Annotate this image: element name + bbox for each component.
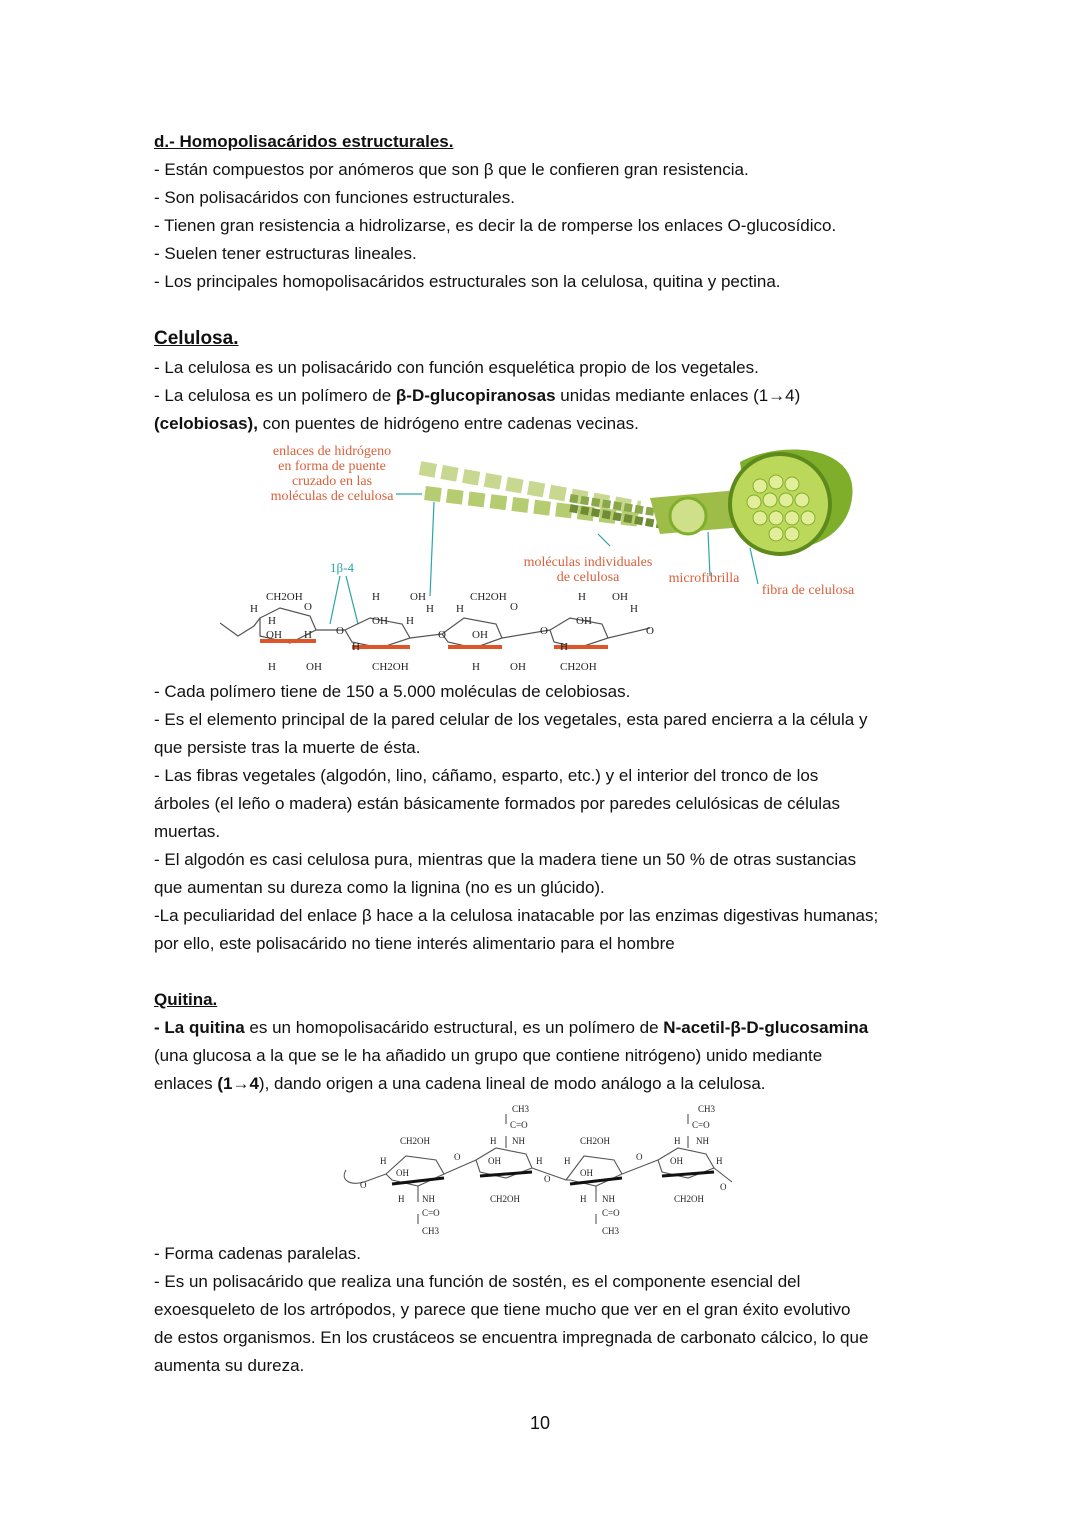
paragraph-line: - Suelen tener estructuras lineales. <box>154 244 417 263</box>
section-title: Celulosa. <box>154 328 239 349</box>
paragraph-line: - La quitina es un homopolisacárido estructural, es un polímero de N-acetil-β-D-glucosamina <box>154 1018 869 1037</box>
chem-ch2oh: CH2OH <box>490 1194 521 1204</box>
chem-o: O <box>304 601 312 613</box>
chem-h: H <box>536 1156 543 1166</box>
chem-h: H <box>250 603 258 615</box>
chem-h: H <box>268 615 276 627</box>
chem-h: H <box>426 603 434 615</box>
chem-co: C=O <box>602 1208 620 1218</box>
cellulose-figure <box>220 438 880 678</box>
chem-nh: NH <box>422 1194 435 1204</box>
section-title: d.- Homopolisacáridos estructurales. <box>154 132 454 151</box>
chem-oh: OH <box>670 1156 683 1166</box>
chem-o: O <box>544 1174 551 1184</box>
section-celulosa <box>154 324 934 438</box>
chem-h: H <box>580 1194 587 1204</box>
chem-h: H <box>630 603 638 615</box>
chem-oh: OH <box>410 591 426 603</box>
paragraph-line: - La celulosa es un polímero de β-D-glucopiranosas unidas mediante enlaces (1→4) <box>154 386 801 405</box>
page-number: 10 <box>529 1413 551 1433</box>
chem-ch3: CH3 <box>602 1226 620 1236</box>
paragraph-line: árboles (el leño o madera) están básicamente formados por paredes celulósicas de células <box>154 794 841 813</box>
paragraph-line: - Es el elemento principal de la pared celular de los vegetales, esta pared encierra a la célula y <box>154 710 868 729</box>
chem-h: H <box>304 629 312 641</box>
paragraph-line: - Cada polímero tiene de 150 a 5.000 moléculas de celobiosas. <box>154 682 631 701</box>
chem-o: O <box>646 625 654 637</box>
chem-ch2oh: CH2OH <box>560 661 597 673</box>
cellulose-strands-graphic <box>420 449 853 554</box>
chem-oh: OH <box>580 1168 593 1178</box>
label-molecules-1: moléculas individuales <box>523 555 653 570</box>
chem-co: C=O <box>692 1120 710 1130</box>
paragraph-line: que persiste tras la muerte de ésta. <box>154 738 421 757</box>
chem-ch2oh: CH2OH <box>674 1194 705 1204</box>
chem-o: O <box>720 1182 727 1192</box>
chem-h: H <box>406 615 414 627</box>
chem-o: O <box>438 629 446 641</box>
paragraph-line: por ello, este polisacárido no tiene interés alimentario para el hombre <box>154 934 675 953</box>
chem-oh: OH <box>612 591 628 603</box>
chem-h: H <box>674 1136 681 1146</box>
chitin-figure <box>340 1100 740 1236</box>
chem-ch2oh: CH2OH <box>400 1136 431 1146</box>
chem-oh: OH <box>396 1168 409 1178</box>
label-bond-1b4: 1β-4 <box>330 560 354 575</box>
chem-oh: OH <box>266 629 282 641</box>
quitina-details <box>154 1240 934 1380</box>
chem-o: O <box>336 625 344 637</box>
label-microfibril: microfibrilla <box>668 571 740 586</box>
chem-h: H <box>380 1156 387 1166</box>
chem-h: H <box>352 641 360 653</box>
chem-h: H <box>372 591 380 603</box>
chem-oh: OH <box>372 615 388 627</box>
chem-h: H <box>456 603 464 615</box>
chem-h: H <box>398 1194 405 1204</box>
chem-ch3: CH3 <box>698 1104 716 1114</box>
chem-o: O <box>540 625 548 637</box>
chem-nh: NH <box>512 1136 525 1146</box>
label-hbonds-1: enlaces de hidrógeno <box>272 444 392 459</box>
chem-h: H <box>268 661 276 673</box>
chem-h: H <box>564 1156 571 1166</box>
label-molecules-2: de celulosa <box>556 570 620 585</box>
celulosa-details <box>154 678 934 958</box>
chem-oh: OH <box>576 615 592 627</box>
label-hbonds-2: en forma de puente <box>278 459 386 474</box>
chem-o: O <box>510 601 518 613</box>
paragraph-line: (celobiosas), con puentes de hidrógeno entre cadenas vecinas. <box>154 414 639 433</box>
paragraph-line: - Están compuestos por anómeros que son β que le confieren gran resistencia. <box>154 160 749 179</box>
paragraph-line: - Forma cadenas paralelas. <box>154 1244 361 1263</box>
chem-ch2oh: CH2OH <box>580 1136 611 1146</box>
paragraph-line: aumenta su dureza. <box>154 1356 305 1375</box>
label-fiber: fibra de celulosa <box>761 583 855 598</box>
paragraph-line: - Tienen gran resistencia a hidrolizarse, es decir la de romperse los enlaces O-glucosídico. <box>154 216 837 235</box>
paragraph-line: (una glucosa a la que se le ha añadido un grupo que contiene nitrógeno) unido mediante <box>154 1046 823 1065</box>
chem-h: H <box>490 1136 497 1146</box>
chem-oh: OH <box>488 1156 501 1166</box>
chem-o: O <box>454 1152 461 1162</box>
paragraph-line: - Son polisacáridos con funciones estructurales. <box>154 188 515 207</box>
chem-ch2oh: CH2OH <box>266 591 303 603</box>
chem-oh: OH <box>306 661 322 673</box>
paragraph-line: - Los principales homopolisacáridos estructurales son la celulosa, quitina y pectina. <box>154 272 781 291</box>
paragraph-line: - La celulosa es un polisacárido con función esquelética propio de los vegetales. <box>154 358 759 377</box>
paragraph-line: - Es un polisacárido que realiza una función de sostén, es el componente esencial del <box>154 1272 801 1291</box>
chem-co: C=O <box>422 1208 440 1218</box>
label-hbonds-3: cruzado en las <box>291 474 373 489</box>
chem-oh: OH <box>472 629 488 641</box>
paragraph-line: exoesqueleto de los artrópodos, y parece que tiene mucho que ver en el gran éxito evolutivo <box>154 1300 851 1319</box>
chem-nh: NH <box>696 1136 709 1146</box>
chem-ch2oh: CH2OH <box>470 591 507 603</box>
label-hbonds-4: moléculas de celulosa <box>270 489 394 504</box>
chem-o: O <box>636 1152 643 1162</box>
chem-h: H <box>716 1156 723 1166</box>
chem-h: H <box>578 591 586 603</box>
chem-nh: NH <box>602 1194 615 1204</box>
chem-h: H <box>560 641 568 653</box>
chem-o: O <box>360 1180 367 1190</box>
chem-ch3: CH3 <box>512 1104 530 1114</box>
paragraph-line: - Las fibras vegetales (algodón, lino, cáñamo, esparto, etc.) y el interior del tronco de los <box>154 766 819 785</box>
paragraph-line: muertas. <box>154 822 221 841</box>
chem-ch3: CH3 <box>422 1226 440 1236</box>
chem-ch2oh: CH2OH <box>372 661 409 673</box>
paragraph-line: de estos organismos. En los crustáceos se encuentra impregnada de carbonato cálcico, lo que <box>154 1328 869 1347</box>
paragraph-line: - El algodón es casi celulosa pura, mientras que la madera tiene un 50 % de otras sustancias <box>154 850 857 869</box>
chem-h: H <box>472 661 480 673</box>
chem-co: C=O <box>510 1120 528 1130</box>
section-quitina <box>154 986 934 1098</box>
section-homopolisacaridos-estructurales <box>154 128 934 296</box>
cellulose-chemical-chain <box>220 591 654 673</box>
paragraph-line: que aumentan su dureza como la lignina (no es un glúcido). <box>154 878 605 897</box>
paragraph-line: enlaces (1→4), dando origen a una cadena lineal de modo análogo a la celulosa. <box>154 1074 766 1093</box>
paragraph-line: -La peculiaridad del enlace β hace a la celulosa inatacable por las enzimas digestivas humanas; <box>154 906 879 925</box>
chem-oh: OH <box>510 661 526 673</box>
section-title: Quitina. <box>154 990 218 1009</box>
